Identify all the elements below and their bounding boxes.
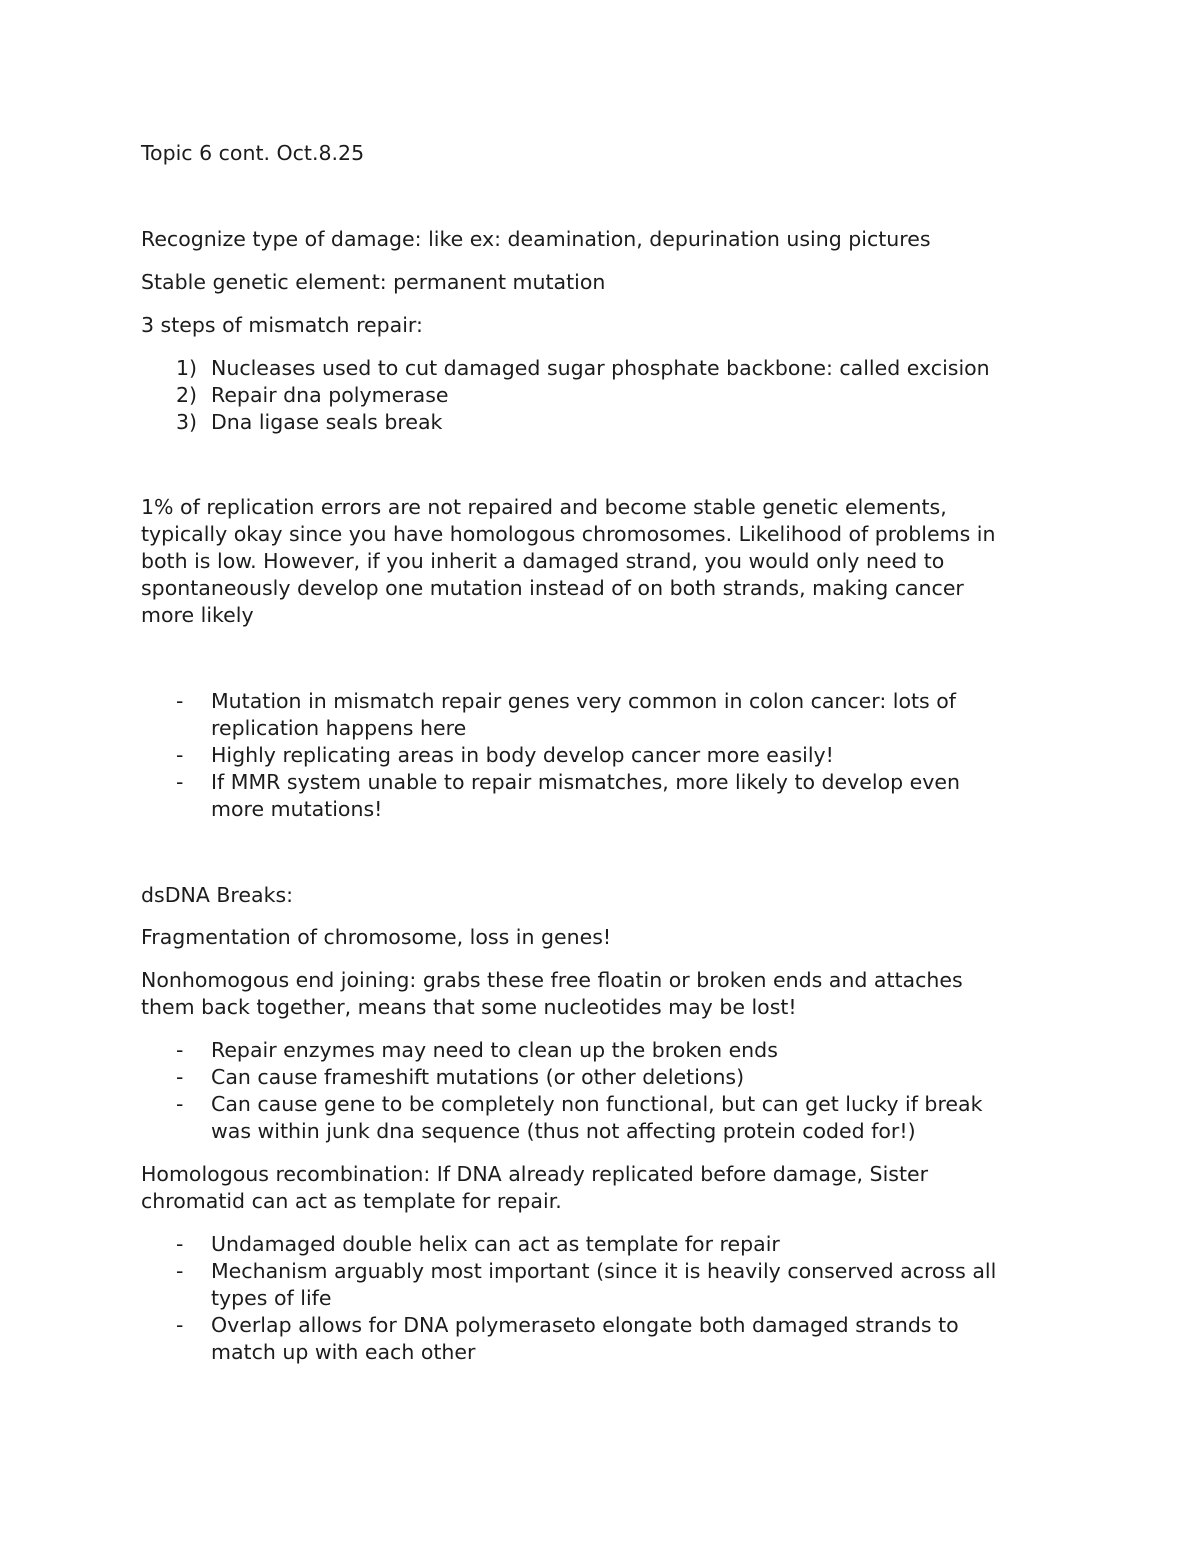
bullet-dash: - bbox=[176, 1259, 184, 1283]
list-item: If MMR system unable to repair mismatches, more likely to develop even bbox=[211, 770, 961, 794]
bullet-dash: - bbox=[176, 689, 184, 713]
list-item-continued: replication happens here bbox=[211, 716, 467, 740]
bullet-dash: - bbox=[176, 770, 184, 794]
list-item: Repair dna polymerase bbox=[211, 383, 449, 407]
dsdna-heading: dsDNA Breaks: bbox=[141, 883, 294, 907]
stable-line: Stable genetic element: permanent mutation bbox=[141, 270, 606, 294]
list-marker: 1) bbox=[176, 356, 198, 380]
list-item-continued: was within junk dna sequence (thus not affecting protein coded for!) bbox=[211, 1119, 916, 1143]
paragraph-line: them back together, means that some nucleotides may be lost! bbox=[141, 995, 797, 1019]
list-item-continued: more mutations! bbox=[211, 797, 383, 821]
fragmentation-line: Fragmentation of chromosome, loss in genes! bbox=[141, 925, 612, 949]
bullet-dash: - bbox=[176, 743, 184, 767]
list-item: Mechanism arguably most important (since it is heavily conserved across all bbox=[211, 1259, 997, 1283]
list-item-continued: types of life bbox=[211, 1286, 332, 1310]
list-item: Nucleases used to cut damaged sugar phosphate backbone: called excision bbox=[211, 356, 990, 380]
bullet-dash: - bbox=[176, 1092, 184, 1116]
paragraph-line: both is low. However, if you inherit a damaged strand, you would only need to bbox=[141, 549, 945, 573]
paragraph-line: more likely bbox=[141, 603, 254, 627]
list-marker: 3) bbox=[176, 410, 198, 434]
paragraph-line: typically okay since you have homologous chromosomes. Likelihood of problems in bbox=[141, 522, 996, 546]
paragraph-line: chromatid can act as template for repair. bbox=[141, 1189, 562, 1213]
doc-title: Topic 6 cont. Oct.8.25 bbox=[141, 141, 365, 165]
list-item: Dna ligase seals break bbox=[211, 410, 443, 434]
list-item: Can cause gene to be completely non functional, but can get lucky if break bbox=[211, 1092, 983, 1116]
bullet-dash: - bbox=[176, 1038, 184, 1062]
bullet-dash: - bbox=[176, 1313, 184, 1337]
paragraph-line: Nonhomogous end joining: grabs these free floatin or broken ends and attaches bbox=[141, 968, 963, 992]
list-item: Repair enzymes may need to clean up the broken ends bbox=[211, 1038, 778, 1062]
bullet-dash: - bbox=[176, 1065, 184, 1089]
list-item: Overlap allows for DNA polymeraseto elongate both damaged strands to bbox=[211, 1313, 959, 1337]
list-item: Can cause frameshift mutations (or other deletions) bbox=[211, 1065, 745, 1089]
list-item: Highly replicating areas in body develop cancer more easily! bbox=[211, 743, 834, 767]
list-item-continued: match up with each other bbox=[211, 1340, 476, 1364]
paragraph-line: spontaneously develop one mutation instead of on both strands, making cancer bbox=[141, 576, 964, 600]
bullet-dash: - bbox=[176, 1232, 184, 1256]
recognize-line: Recognize type of damage: like ex: deamination, depurination using pictures bbox=[141, 227, 931, 251]
paragraph-line: Homologous recombination: If DNA already replicated before damage, Sister bbox=[141, 1162, 929, 1186]
list-marker: 2) bbox=[176, 383, 198, 407]
mismatch-heading: 3 steps of mismatch repair: bbox=[141, 313, 423, 337]
list-item: Undamaged double helix can act as template for repair bbox=[211, 1232, 780, 1256]
paragraph-line: 1% of replication errors are not repaired and become stable genetic elements, bbox=[141, 495, 947, 519]
list-item: Mutation in mismatch repair genes very common in colon cancer: lots of bbox=[211, 689, 957, 713]
